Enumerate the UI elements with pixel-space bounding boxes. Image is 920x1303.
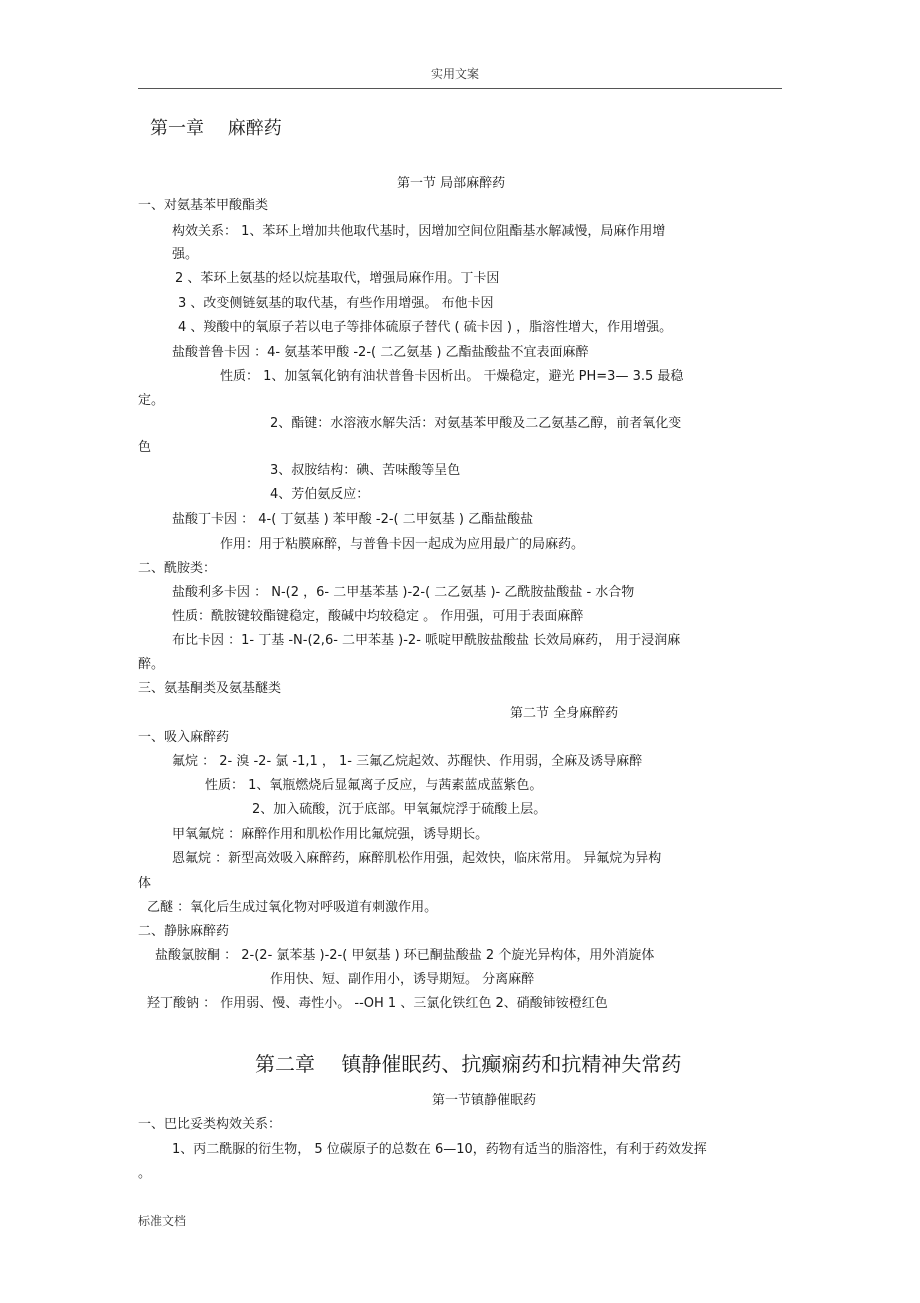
text-line: 2、加入硫酸，沉于底部。甲氧氟烷浮于硫酸上层。 [252, 802, 547, 817]
text-line: 恩氟烷 ：新型高效吸入麻醉药，麻醉肌松作用强，起效快，临床常用。 异氟烷为异构 [172, 851, 662, 866]
text-line: 盐酸氯胺酮 ： 2-(2- 氯苯基 )-2-( 甲氨基 ) 环已酮盐酸盐 2 个旋光异构体，用外消旋体 [155, 948, 655, 963]
text-line: 1、丙二酰脲的衍生物， 5 位碳原子的总数在 6—10，药物有适当的脂溶性，有利于药效发挥 [172, 1142, 707, 1157]
chapter-2-title: 第二章 镇静催眠药、抗癫痫药和抗精神失常药 [255, 1052, 682, 1076]
chapter-1-title: 第一章 麻醉药 [150, 118, 282, 139]
text-line: 3 、改变侧链氨基的取代基，有些作用增强。 布他卡因 [178, 296, 494, 311]
text-line: 体 [138, 876, 152, 891]
text-line: 4 、羧酸中的氧原子若以电子等排体硫原子替代 ( 硫卡因 ) ，脂溶性增大，作用增强。 [178, 320, 673, 335]
heading: 一、巴比妥类构效关系： [138, 1117, 282, 1132]
text-line: 构效关系： 1、苯环上增加共他取代基时，因增加空间位阻酯基水解减慢，局麻作用增 [172, 224, 666, 239]
text-line: 定。 [138, 393, 165, 408]
page-footer: 标准文档 [138, 1214, 187, 1228]
text-line: 乙醚 ：氧化后生成过氧化物对呼吸道有刺激作用。 [147, 900, 438, 915]
text-line: 2、酯键：水溶液水解失活：对氨基苯甲酸及二乙氨基乙醇，前者氧化变 [270, 416, 682, 431]
section-title: 第二节 全身麻醉药 [510, 706, 619, 721]
text-line: 盐酸利多卡因 ： N-(2 ，6- 二甲基苯基 )-2-( 二乙氨基 )- 乙酰胺盐酸盐 - 水合物 [172, 585, 635, 600]
text-line: 盐酸普鲁卡因 ：4- 氨基苯甲酸 -2-( 二乙氨基 ) 乙酯盐酸盐不宜表面麻醉 [172, 345, 589, 360]
text-line: 甲氧氟烷 ：麻醉作用和肌松作用比氟烷强，诱导期长。 [172, 827, 489, 842]
text-line: 作用快、短、副作用小，诱导期短。 分离麻醉 [270, 972, 535, 987]
text-line: 2 、苯环上氨基的烃以烷基取代，增强局麻作用。丁卡因 [175, 271, 500, 286]
section-title: 第一节镇静催眠药 [432, 1093, 537, 1108]
heading: 二、静脉麻醉药 [138, 924, 230, 939]
text-line: 。 [138, 1166, 152, 1181]
text-line: 4、芳伯氨反应： [270, 487, 370, 502]
heading: 一、对氨基苯甲酸酯类 [138, 198, 269, 213]
text-line: 色 [138, 440, 152, 455]
text-line: 氟烷 ： 2- 溴 -2- 氯 -1,1 ， 1- 三氟乙烷起效、苏醒快、作用弱，全麻及诱导麻醉 [172, 754, 643, 769]
page-header: 实用文案 [431, 67, 480, 81]
text-line: 羟丁酸钠 ： 作用弱、慢、毒性小。 --OH 1 、三氯化铁红色 2、硝酸铈铵橙红色 [147, 996, 608, 1011]
text-line: 3、叔胺结构：碘、苦味酸等呈色 [270, 463, 461, 478]
text-line: 强。 [172, 247, 199, 262]
heading: 二、酰胺类： [138, 561, 217, 576]
section-title: 第一节 局部麻醉药 [397, 176, 506, 191]
text-line: 性质：酰胺键较酯键稳定，酸碱中均较稳定 。 作用强，可用于表面麻醉 [172, 609, 584, 624]
text-line: 性质： 1、氧瓶燃烧后显氟离子反应，与茜素蓝成蓝紫色。 [205, 778, 543, 793]
heading: 三、氨基酮类及氨基醚类 [138, 681, 282, 696]
text-line: 性质： 1、加氢氧化钠有油状普鲁卡因析出。 干燥稳定，避光 PH=3— 3.5 最稳 [220, 369, 684, 384]
text-line: 醉。 [138, 657, 165, 672]
heading: 一、吸入麻醉药 [138, 730, 230, 745]
text-line: 盐酸丁卡因 ： 4-( 丁氨基 ) 苯甲酸 -2-( 二甲氨基 ) 乙酯盐酸盐 [172, 512, 534, 527]
text-line: 布比卡因 ：1- 丁基 -N-(2,6- 二甲苯基 )-2- 哌啶甲酰胺盐酸盐 长效局麻药， 用于浸润麻 [172, 633, 681, 648]
header-rule [138, 88, 782, 89]
text-line: 作用：用于粘膜麻醉，与普鲁卡因一起成为应用最广的局麻药。 [220, 537, 585, 552]
